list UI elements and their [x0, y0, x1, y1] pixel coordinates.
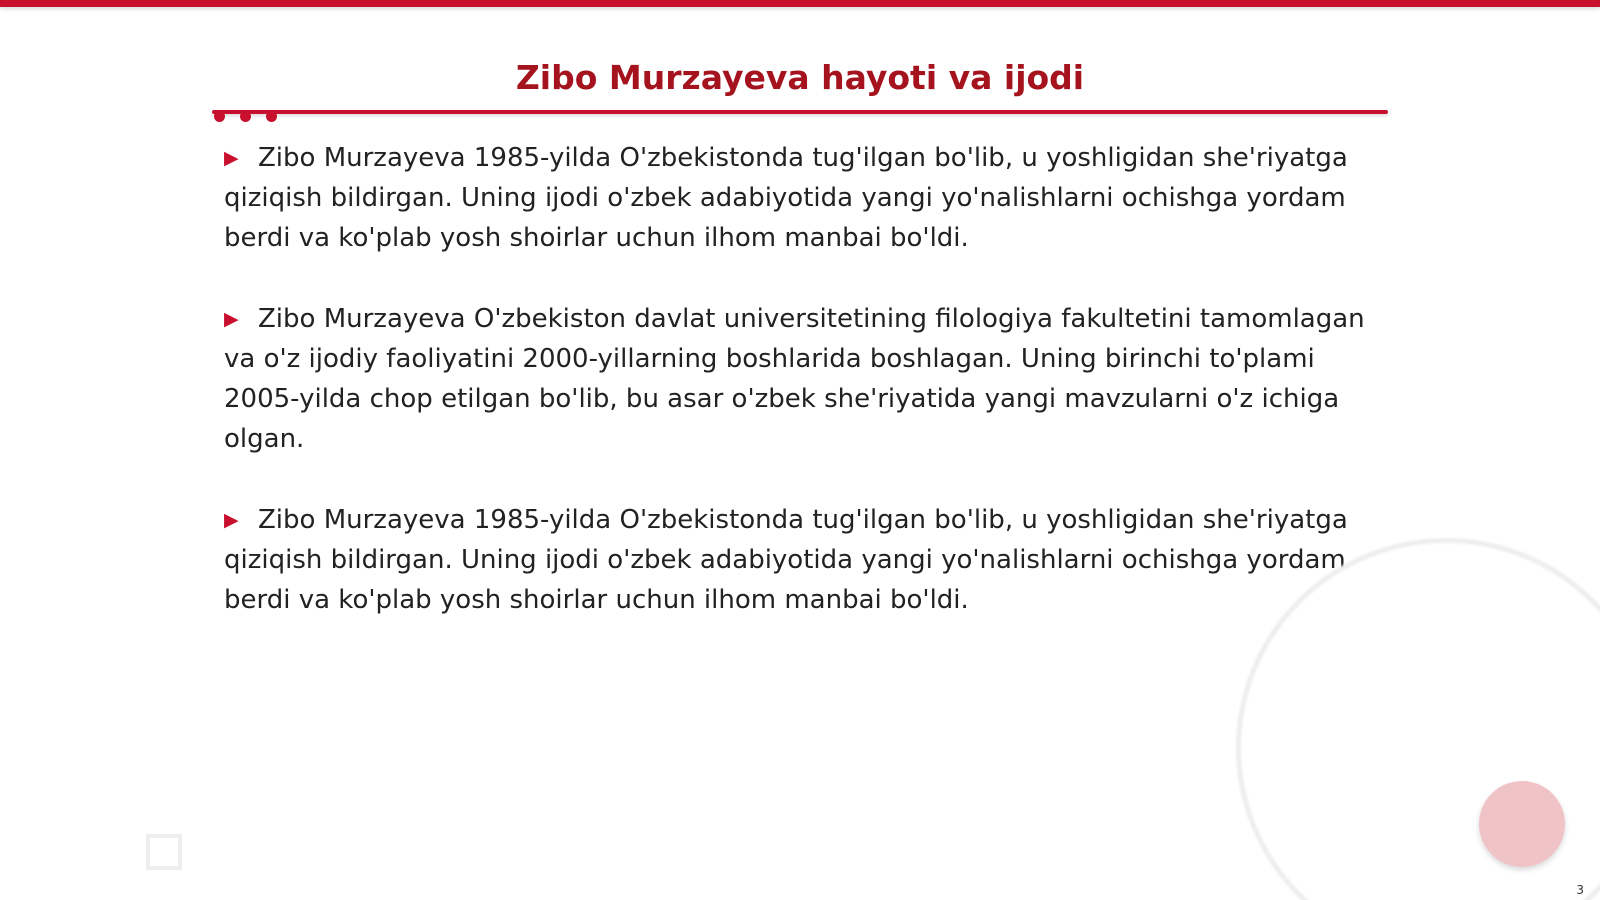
- slide-title: Zibo Murzayeva hayoti va ijodi: [515, 58, 1085, 97]
- bullet-item: [224, 138, 1390, 258]
- bullet-list: [224, 138, 1390, 661]
- decorative-dot-3: [266, 111, 277, 122]
- decorative-square: [146, 834, 182, 870]
- bullet-text: Zibo Murzayeva 1985-yilda O'zbekistonda tug'ilgan bo'lib, u yoshligidan she'riyatga qiziqish bildirgan. Uning ijodi o'zbek adabiyotida yangi yo'nalishlarni ochishga yordam berdi va ko'plab yosh shoirlar uchun ilhom manbai bo'ldi.: [224, 143, 1348, 253]
- title-underline: [212, 110, 1388, 114]
- page-number: 3: [1576, 883, 1584, 897]
- top-accent-bar: [0, 0, 1600, 7]
- bullet-item: [224, 500, 1390, 620]
- triangle-bullet-icon: ▶: [224, 308, 239, 330]
- triangle-bullet-icon: ▶: [224, 509, 239, 531]
- decorative-dot-2: [240, 111, 251, 122]
- bullet-text: Zibo Murzayeva O'zbekiston davlat universitetining filologiya fakultetini tamomlagan va o'z ijodiy faoliyatini 2000-yillarning boshlarida boshlagan. Uning birinchi to'plami 2005-yilda chop etilgan bo'lib, bu asar o'zbek she'riyatida yangi mavzularni o'z ichiga olgan.: [224, 304, 1365, 454]
- bullet-text: Zibo Murzayeva 1985-yilda O'zbekistonda tug'ilgan bo'lib, u yoshligidan she'riyatga qiziqish bildirgan. Uning ijodi o'zbek adabiyotida yangi yo'nalishlarni ochishga yordam berdi va ko'plab yosh shoirlar uchun ilhom manbai bo'ldi.: [224, 505, 1348, 615]
- decorative-pink-circle: [1479, 781, 1565, 867]
- triangle-bullet-icon: ▶: [224, 147, 239, 169]
- bullet-item: [224, 299, 1390, 459]
- decorative-dot-1: [214, 111, 225, 122]
